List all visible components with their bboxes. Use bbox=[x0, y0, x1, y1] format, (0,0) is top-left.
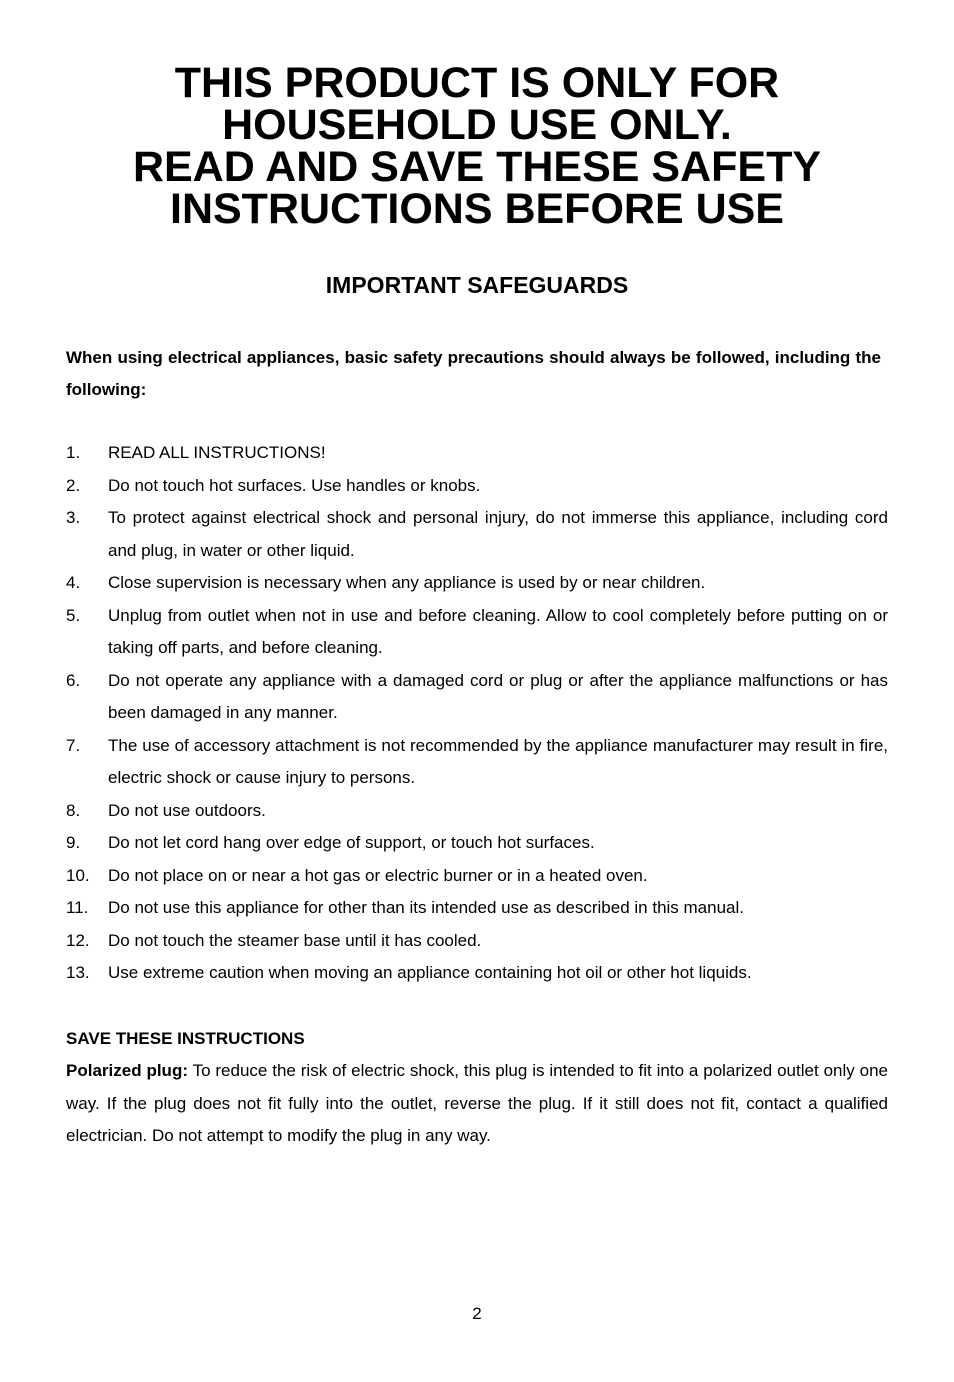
list-item-number: 8. bbox=[66, 800, 81, 820]
list-item-number: 11. bbox=[66, 898, 89, 917]
list-item-number: 12. bbox=[66, 930, 90, 950]
title-line-4: INSTRUCTIONS BEFORE USE bbox=[170, 185, 784, 233]
list-item-number: 5. bbox=[66, 605, 81, 625]
polarized-plug-paragraph bbox=[66, 1055, 888, 1153]
intro-paragraph: When using electrical appliances, basic safety precautions should always be followed, including the following: bbox=[66, 348, 881, 399]
list-item bbox=[66, 470, 888, 503]
list-item-text: Use extreme caution when moving an appliance containing hot oil or other hot liquids. bbox=[108, 963, 752, 982]
safeguards-heading: IMPORTANT SAFEGUARDS bbox=[325, 272, 629, 298]
list-item bbox=[66, 502, 888, 567]
list-item bbox=[66, 892, 888, 925]
list-item bbox=[66, 665, 888, 730]
polarized-plug-label: Polarized plug: bbox=[66, 1061, 188, 1080]
list-item bbox=[66, 600, 888, 665]
list-item-text: Do not place on or near a hot gas or electric burner or in a heated oven. bbox=[108, 865, 648, 885]
list-item-text: Do not use outdoors. bbox=[108, 800, 266, 820]
list-item-number: 4. bbox=[66, 573, 81, 592]
title-line-3: READ AND SAVE THESE SAFETY bbox=[132, 143, 822, 191]
list-item-text: Unplug from outlet when not in use and before cleaning. Allow to cool completely before putting on or taking off parts, and before cleaning. bbox=[108, 605, 888, 657]
list-item bbox=[66, 925, 888, 958]
list-item-number: 1. bbox=[66, 443, 81, 462]
list-item-number: 6. bbox=[66, 670, 81, 690]
list-item-text: Close supervision is necessary when any appliance is used by or near children. bbox=[108, 573, 706, 592]
title-line-2: HOUSEHOLD USE ONLY. bbox=[222, 101, 732, 149]
list-item-number: 9. bbox=[66, 833, 81, 852]
list-item bbox=[66, 795, 888, 828]
list-item-number: 3. bbox=[66, 508, 81, 527]
list-item-number: 7. bbox=[66, 735, 81, 755]
page-number: 2 bbox=[472, 1304, 482, 1323]
list-item-text: Do not touch the steamer base until it has cooled. bbox=[108, 930, 482, 950]
list-item-number: 2. bbox=[66, 475, 81, 495]
list-item bbox=[66, 827, 888, 860]
list-item bbox=[66, 730, 888, 795]
polarized-plug-text: To reduce the risk of electric shock, this plug is intended to fit into a polarized outlet only one way. If the plug does not fit fully into the outlet, reverse the plug. If it still does not fit, contact a qualified electrician. Do not attempt to modify the plug in any way. bbox=[66, 1061, 888, 1145]
list-item-text: Do not use this appliance for other than its intended use as described in this manual. bbox=[108, 898, 744, 917]
list-item bbox=[66, 957, 888, 990]
list-item-number: 13. bbox=[66, 963, 90, 982]
save-instructions-heading: SAVE THESE INSTRUCTIONS bbox=[66, 1029, 305, 1048]
list-item-text: Do not operate any appliance with a damaged cord or plug or after the appliance malfunctions or has been damaged in any manner. bbox=[108, 670, 888, 722]
safeguards-list bbox=[66, 437, 888, 990]
list-item bbox=[66, 437, 888, 470]
list-item-number: 10. bbox=[66, 865, 90, 885]
page-title bbox=[60, 59, 894, 233]
list-item-text: Do not let cord hang over edge of support, or touch hot surfaces. bbox=[108, 833, 595, 852]
list-item-text: To protect against electrical shock and personal injury, do not immerse this appliance, including cord and plug, in water or other liquid. bbox=[108, 508, 888, 560]
list-item-text: READ ALL INSTRUCTIONS! bbox=[108, 443, 326, 462]
title-line-1: THIS PRODUCT IS ONLY FOR bbox=[174, 59, 780, 107]
list-item-text: The use of accessory attachment is not recommended by the appliance manufacturer may result in fire, electric shock or cause injury to persons. bbox=[108, 735, 888, 787]
list-item bbox=[66, 567, 888, 600]
list-item-text: Do not touch hot surfaces. Use handles or knobs. bbox=[108, 475, 481, 495]
list-item bbox=[66, 860, 888, 893]
